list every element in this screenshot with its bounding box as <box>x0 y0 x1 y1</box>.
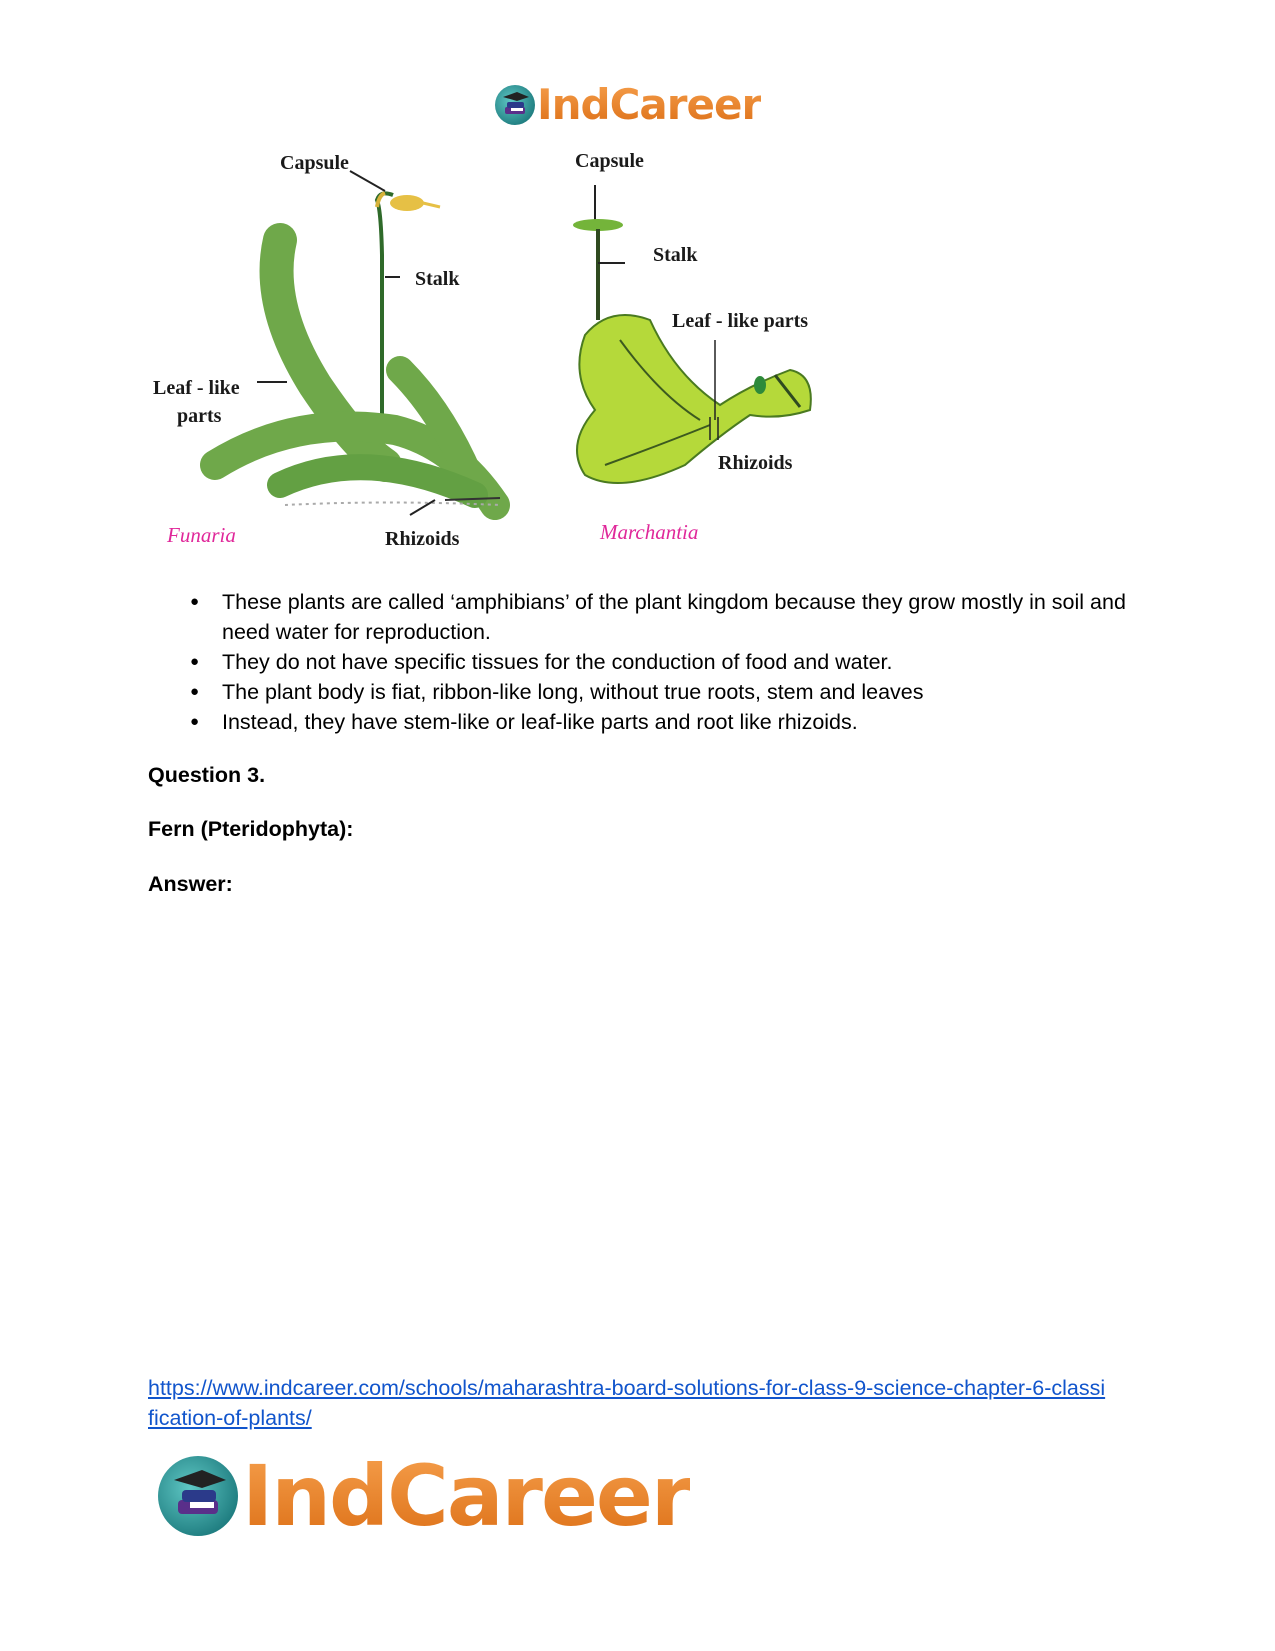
marchantia-name: Marchantia <box>600 520 699 544</box>
funaria-illustration <box>145 145 525 565</box>
bullet-item: ● They do not have specific tissues for the conduction of food and water. <box>148 647 1158 677</box>
marchantia-figure <box>560 145 840 565</box>
footer-logo <box>158 1447 690 1545</box>
marchantia-leaf-label: Leaf - like parts <box>672 310 809 332</box>
graduation-books-icon <box>158 1456 238 1536</box>
header-logo <box>495 80 761 129</box>
bullet-list <box>148 587 1158 737</box>
bullet-item: ● These plants are called ‘amphibians’ of the plant kingdom because they grow mostly in soil and need water for reproduction. <box>148 587 1158 647</box>
funaria-figure <box>145 145 525 565</box>
bullet-item: ● Instead, they have stem-like or leaf-like parts and root like rhizoids. <box>148 707 1158 737</box>
funaria-stalk-label: Stalk <box>415 268 460 290</box>
question-subject: Fern (Pteridophyta): <box>148 817 354 841</box>
logo-text: IndCareer <box>537 80 762 129</box>
logo-text: IndCareer <box>242 1447 691 1545</box>
funaria-name: Funaria <box>167 523 236 547</box>
marchantia-capsule-label: Capsule <box>575 150 644 172</box>
source-link[interactable]: https://www.indcareer.com/schools/maharashtra-board-solutions-for-class-9-science-chapter-6-classification-of-plants/ <box>148 1376 1106 1430</box>
marchantia-illustration <box>560 145 840 565</box>
marchantia-stalk-label: Stalk <box>653 244 698 266</box>
graduation-books-icon <box>495 85 535 125</box>
answer-label: Answer: <box>148 872 233 896</box>
funaria-capsule-label: Capsule <box>280 152 349 174</box>
funaria-leaf-label-1: Leaf - like <box>153 377 240 399</box>
funaria-leaf-label-2: parts <box>177 405 222 427</box>
question-title: Question 3. <box>148 763 266 787</box>
marchantia-rhizoids-label: Rhizoids <box>718 452 793 474</box>
funaria-rhizoids-label: Rhizoids <box>385 528 460 550</box>
bullet-item: ● The plant body is fiat, ribbon-like long, without true roots, stem and leaves <box>148 677 1158 707</box>
